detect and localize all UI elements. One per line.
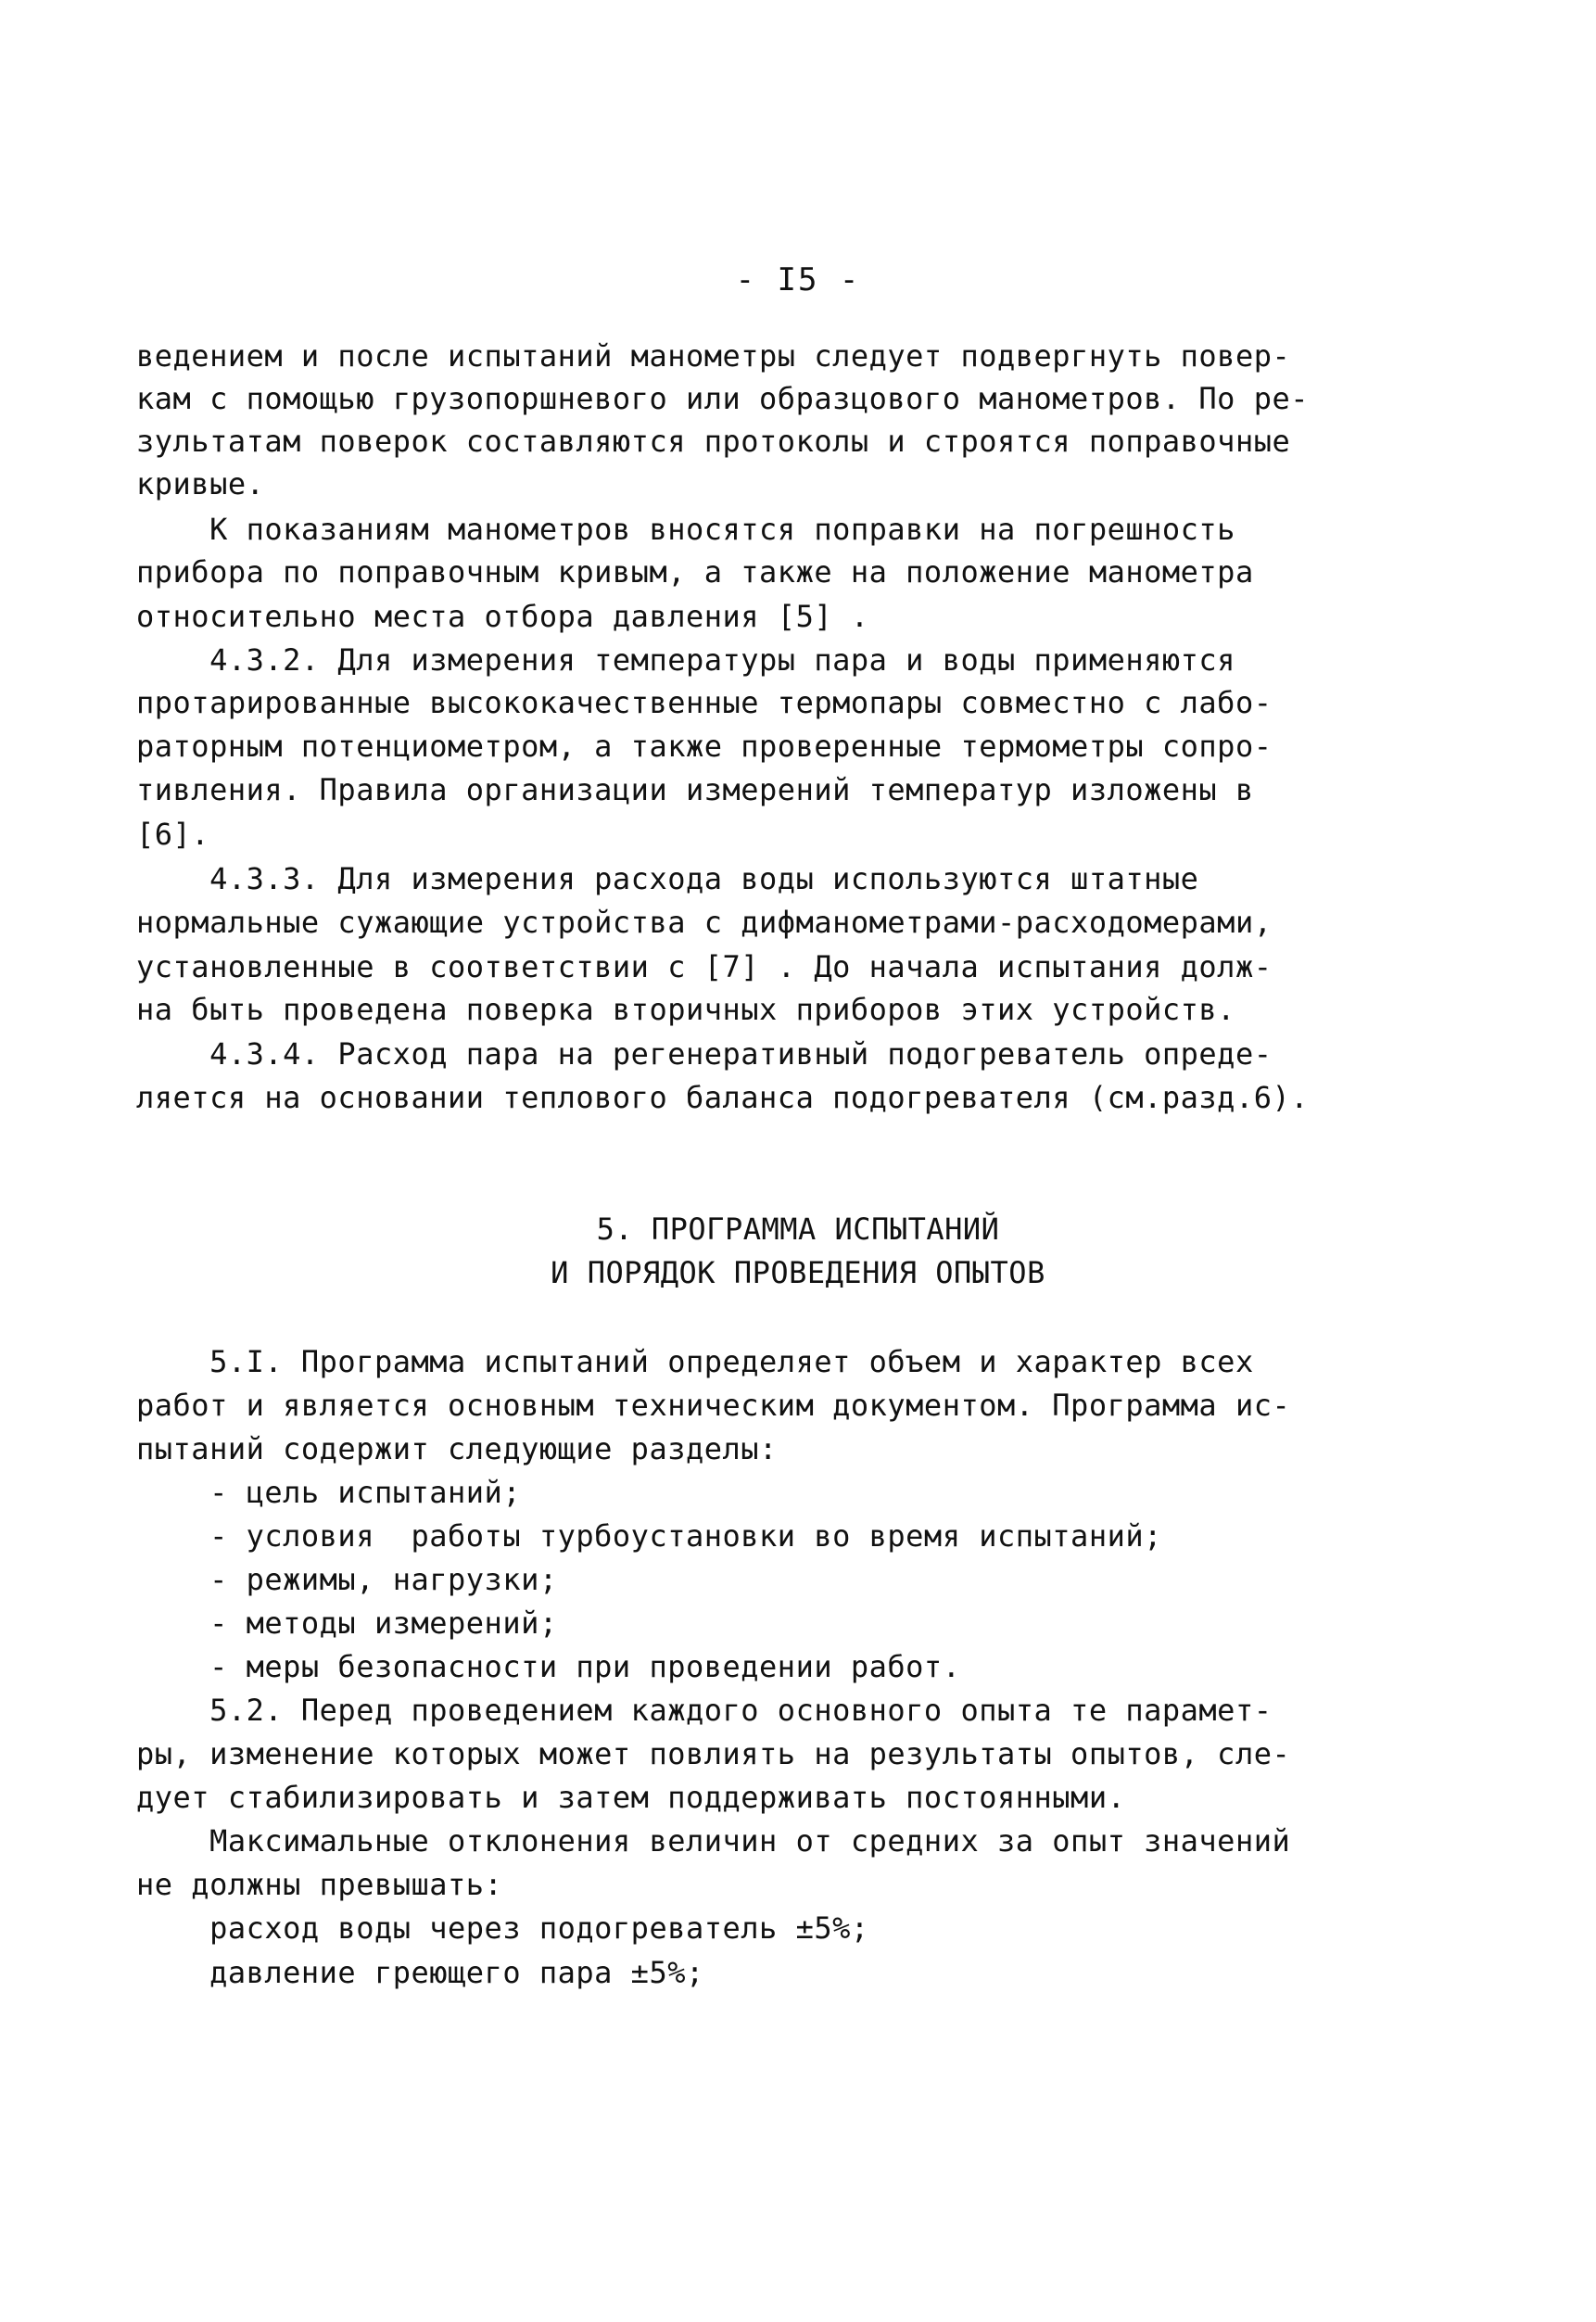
text-line: К показаниям манометров вносятся поправки на погрешность: [136, 512, 1235, 547]
text-line: [6].: [136, 817, 210, 852]
text-line: кам с помощью грузопоршневого или образцового манометров. По ре-: [136, 381, 1309, 416]
list-item: - условия работы турбоустановки во время испытаний;: [136, 1518, 1162, 1554]
list-item: - методы измерений;: [136, 1605, 558, 1641]
text-line: не должны превышать:: [136, 1867, 503, 1902]
section-heading-line: И ПОРЯДОК ПРОВЕДЕНИЯ ОПЫТОВ: [551, 1255, 1045, 1290]
text-line: ляется на основании теплового баланса подогревателя (см.разд.6).: [136, 1080, 1309, 1115]
text-line: 4.3.3. Для измерения расхода воды используются штатные: [136, 861, 1199, 896]
text-line: работ и является основным техническим документом. Программа ис-: [136, 1388, 1291, 1423]
text-line: Максимальные отклонения величин от средних за опыт значений: [136, 1823, 1291, 1859]
list-item: - меры безопасности при проведении работ.: [136, 1649, 961, 1684]
text-line: 5.I. Программа испытаний определяет объем и характер всех: [136, 1344, 1254, 1379]
text-line: ры, изменение которых может повлиять на результаты опытов, сле-: [136, 1736, 1291, 1771]
text-line: 4.3.2. Для измерения температуры пара и воды применяются: [136, 642, 1235, 678]
text-line: относительно места отбора давления [5] .: [136, 599, 869, 634]
list-item: - цель испытаний;: [136, 1475, 522, 1510]
text-line: протарированные высококачественные термопары совместно с лабо-: [136, 685, 1273, 720]
text-line: прибора по поправочным кривым, а также на положение манометра: [136, 554, 1254, 590]
text-line: пытаний содержит следующие разделы:: [136, 1431, 778, 1466]
text-line: на быть проведена поверка вторичных приборов этих устройств.: [136, 992, 1235, 1027]
text-line: нормальные сужающие устройства с дифманометрами-расходомерами,: [136, 905, 1273, 940]
text-line: установленные в соответствии с [7] . До начала испытания долж-: [136, 949, 1273, 984]
list-item: - режимы, нагрузки;: [136, 1562, 558, 1597]
text-line: тивления. Правила организации измерений температур изложены в: [136, 772, 1254, 807]
text-line: раторным потенциометром, а также проверенные термометры сопро-: [136, 729, 1273, 764]
text-line: 4.3.4. Расход пара на регенеративный подогреватель опреде-: [136, 1036, 1273, 1072]
text-line: ведением и после испытаний манометры следует подвергнуть повер-: [136, 338, 1291, 374]
text-line: зультатам поверок составляются протоколы и строятся поправочные: [136, 424, 1291, 459]
tolerance-line: давление греющего пара ±5%;: [136, 1955, 704, 1990]
text-line: кривые.: [136, 466, 265, 501]
section-heading-line: 5. ПРОГРАММА ИСПЫТАНИЙ: [596, 1212, 1000, 1247]
tolerance-line: расход воды через подогреватель ±5%;: [136, 1910, 869, 1946]
text-line: 5.2. Перед проведением каждого основного опыта те парамет-: [136, 1693, 1273, 1728]
text-line: дует стабилизировать и затем поддерживать постоянными.: [136, 1780, 1126, 1815]
page-number: - I5 -: [735, 261, 861, 298]
